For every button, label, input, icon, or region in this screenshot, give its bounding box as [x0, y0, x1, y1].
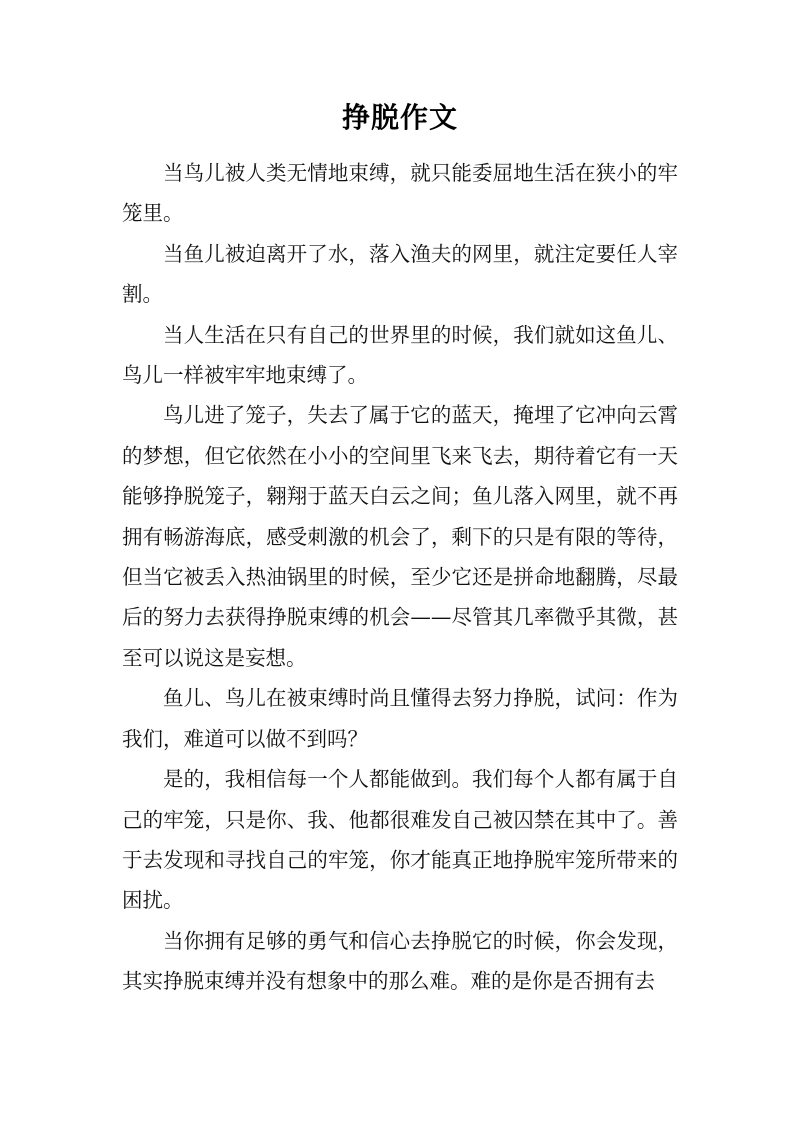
paragraph-1: 当鸟儿被人类无情地束缚，就只能委屈地生活在狭小的牢笼里。 [122, 161, 678, 226]
paragraph-6: 是的，我相信每一个人都能做到。我们每个人都有属于自己的牢笼，只是你、我、他都很难发自己被囚禁在其中了。善于去发现和寻找自己的牢笼，你才能真正地挣脱牢笼所带来的困扰。 [122, 767, 678, 913]
document-title: 挣脱作文 [341, 101, 458, 134]
paragraph-3: 当人生活在只有自己的世界里的时候，我们就如这鱼儿、鸟儿一样被牢牢地束缚了。 [122, 322, 678, 388]
document-body [122, 153, 678, 1002]
paragraph-4: 鸟儿进了笼子，失去了属于它的蓝天，掩埋了它冲向云霄的梦想，但它依然在小小的空间里飞来飞去，期待着它有一天能够挣脱笼子，翱翔于蓝天白云之间；鱼儿落入网里，就不再拥有畅游海底，感受刺激的机会了，剩下的只是有限的等待，但当它被丢入热油锅里的时候，至少它还是拼命地翻腾，尽最后的努力去获得挣脱束缚的机会——尽管其几率微乎其微，甚至可以说这是妄想。 [122, 403, 678, 670]
paragraph-5: 鱼儿、鸟儿在被束缚时尚且懂得去努力挣脱，试问：作为我们，难道可以做不到吗？ [122, 686, 678, 751]
paragraph-7: 当你拥有足够的勇气和信心去挣脱它的时候，你会发现，其实挣脱束缚并没有想象中的那么难。难的是你是否拥有去 [122, 928, 678, 994]
paragraph-2: 当鱼儿被迫离开了水，落入渔夫的网里，就注定要任人宰割。 [122, 241, 678, 307]
